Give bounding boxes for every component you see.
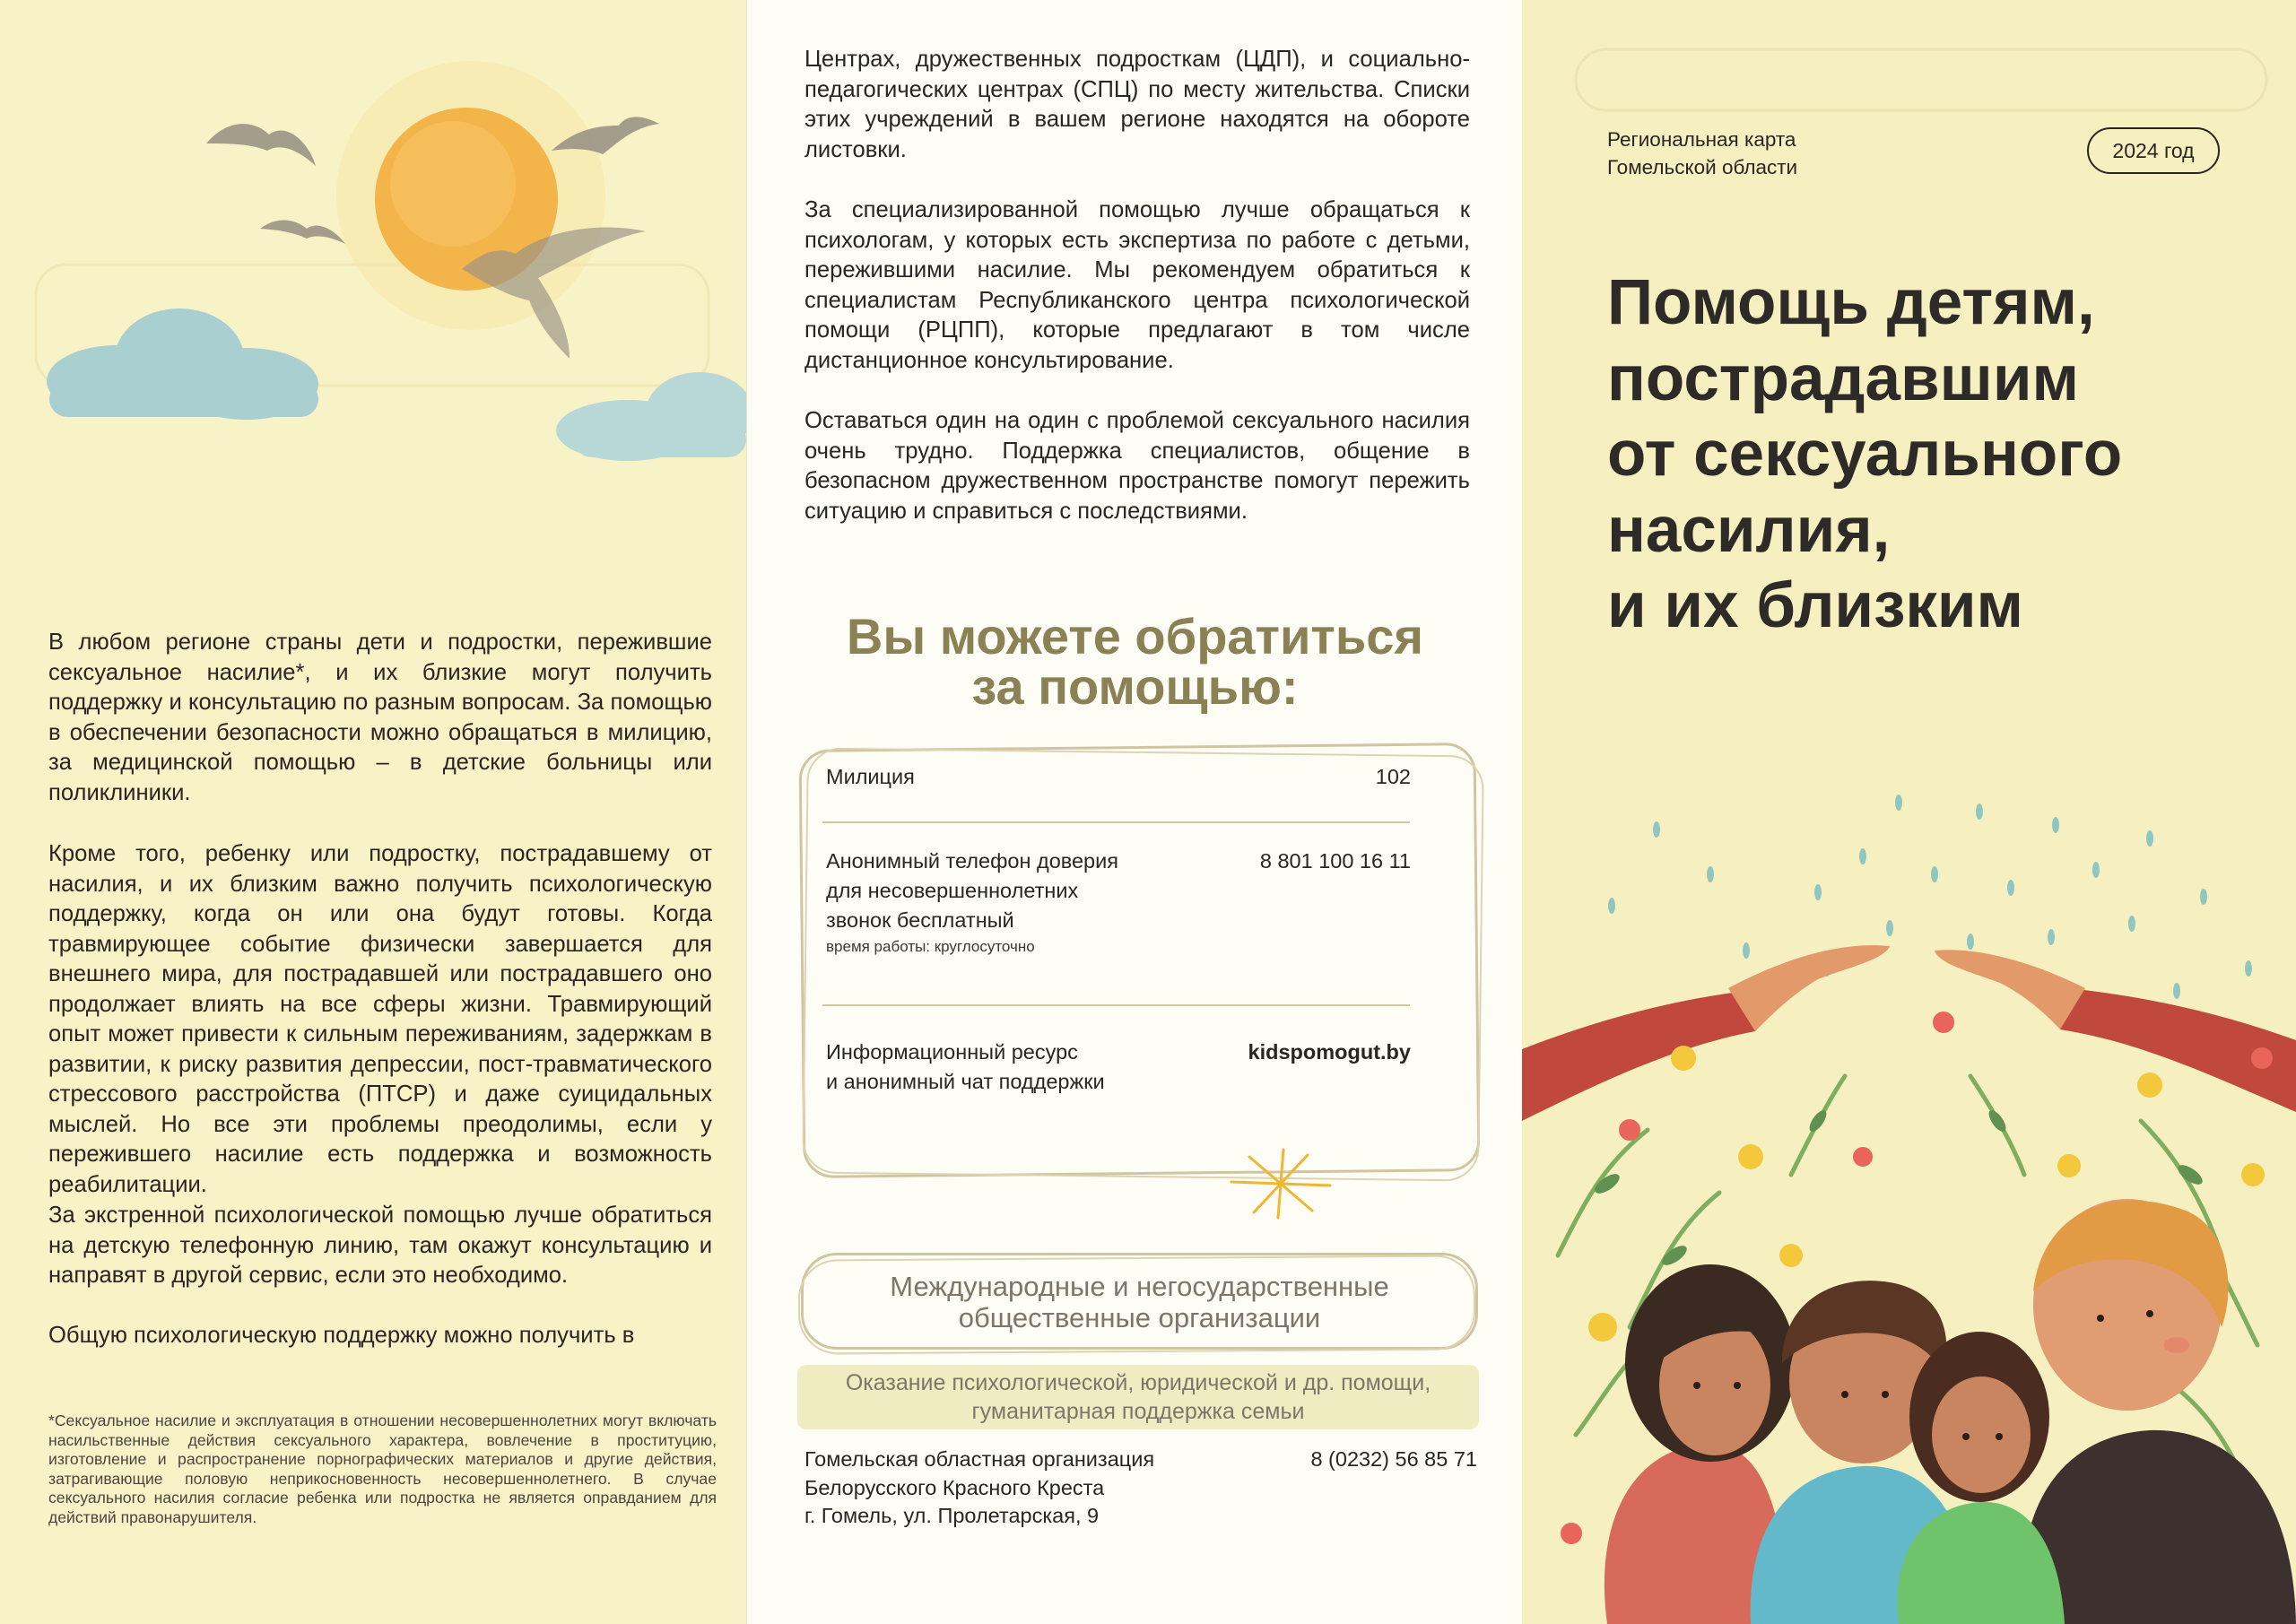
- region-label-line2: Гомельской области: [1607, 156, 1798, 178]
- org-section-title-line2: общественные организации: [958, 1302, 1321, 1333]
- org-section-box: [801, 1253, 1478, 1350]
- right-hand-icon: [1935, 950, 2085, 1029]
- title-line: от сексуального: [1607, 419, 2123, 490]
- region-label-line1: Региональная карта: [1607, 128, 1796, 151]
- org-name-line2: Белорусского Красного Креста: [804, 1475, 1105, 1499]
- family-illustration: [1522, 789, 2296, 1624]
- left-panel: [0, 0, 746, 1624]
- contact-name-line1: Анонимный телефон доверия: [826, 849, 1118, 873]
- org-section-title: [801, 1271, 1478, 1333]
- title-line: насилия,: [1607, 494, 1891, 566]
- girl-figure: [1897, 1332, 2065, 1624]
- left-arm-sleeve: [1522, 991, 1755, 1121]
- help-heading: [747, 608, 1523, 715]
- divider: [822, 821, 1410, 823]
- page-title: [1607, 265, 2271, 645]
- father-figure: [2022, 1199, 2296, 1624]
- year-badge: 2024 год: [2087, 127, 2220, 174]
- contact-name-line2: для несовершеннолетних: [826, 879, 1079, 902]
- region-label: [1607, 126, 1797, 181]
- contact-phone: 102: [1375, 765, 1411, 788]
- cloud-left-icon: [47, 308, 318, 420]
- org-entry-red-cross: [804, 1446, 1477, 1531]
- services-line2: гуманитарная поддержка семьи: [971, 1399, 1305, 1424]
- box-frame-sketch: [802, 747, 1484, 1181]
- contact-name-line2: и анонимный чат поддержки: [826, 1070, 1105, 1093]
- org-section-title-line1: Международные и негосударственные: [890, 1271, 1389, 1302]
- org-name-line1: Гомельская областная организация: [804, 1447, 1155, 1471]
- emergency-help-paragraph: За экстренной психологической помощью лучше обратиться на детскую телефонную линию, там окажут консультацию и направят в другой сервис, если это необходимо.: [48, 1203, 712, 1288]
- title-line: и их близким: [1607, 570, 2024, 641]
- contact-hours: время работы: круглосуточно: [826, 938, 1035, 955]
- title-line: пострадавшим: [1607, 343, 2079, 414]
- centers-paragraph: Центрах, дружественных подросткам (ЦДП), и социально-педагогических центрах (СПЦ) по месту жительства. Списки этих учреждений в вашем регионе находятся на обороте листовки.: [804, 47, 1470, 162]
- services-text: [797, 1368, 1479, 1426]
- specialized-help-paragraph: За специализированной помощью лучше обращаться к психологам, у которых есть экспертиза по работе с детьми, пережившими насилие. Мы рекомендуем обратиться к специалистам Республиканского центра психологической помощи (РЦПП), которые предлагают в том числе дистанционное консультирование.: [804, 197, 1470, 373]
- services-band: [797, 1365, 1479, 1429]
- contact-name: Милиция: [826, 765, 915, 788]
- divider: [822, 1004, 1410, 1006]
- title-line: Помощь детям,: [1607, 267, 2095, 338]
- middle-panel: [746, 0, 1524, 1624]
- help-heading-line2: за помощью:: [971, 658, 1299, 715]
- support-paragraph: Оставаться один на один с проблемой сексуального насилия очень трудно. Поддержка специалистов, общение в безопасном дружественном пространстве помогут пережить ситуацию и справиться с последствиями.: [804, 408, 1470, 524]
- contact-name: [826, 847, 1118, 959]
- contact-name: [826, 1038, 1105, 1097]
- asterisk-doodle-icon: [1222, 1148, 1339, 1220]
- intro-paragraph: В любом регионе страны дети и подростки, пережившие сексуальное насилие*, и их близкие могут получить поддержку и консультацию по разным вопросам. За помощью в обеспечении безопасности можно обращаться в милицию, за медицинской помощью – в детские больницы или поликлиники.: [48, 630, 712, 805]
- rain-icon: [1608, 795, 2252, 999]
- contact-phone: 8 801 100 16 11: [1259, 849, 1411, 873]
- footnote: *Сексуальное насилие и эксплуатация в отношении несовершеннолетних могут включать насильственные действия сексуального характера, вовлечение в проституцию, изготовление и распространение порнографических материалов и другие действия, затрагивающие половую неприкосновенность несовершеннолетнего. В случае сексуального насилия согласие ребенка или подростка не является оправданием для действий правонарушителя.: [48, 1411, 717, 1526]
- right-panel: [1522, 0, 2296, 1624]
- psych-support-paragraph: Кроме того, ребенку или подростку, пострадавшему от насилия, и их близким важно получить психологическую поддержку, когда он или она будут готовы. Когда травмирующее событие физически завершается для внешнего мира, для пострадавшей или пострадавшего оно продолжает влиять на все сферы жизни. Травмирующий опыт может привести к сильным переживаниям, задержкам в развитии, к риску развития депрессии, пост-травматического стрессового расстройства (ПТСР) и даже суицидальных мыслей. Но все эти проблемы преодолимы, если у пережившего насилие есть поддержка и возможность реабилитации.: [48, 841, 712, 1197]
- services-line1: Оказание психологической, юридической и др. помощи,: [845, 1370, 1431, 1395]
- contact-name-line3: звонок бесплатный: [826, 908, 1014, 932]
- contacts-box: [801, 746, 1478, 1175]
- contact-website-link[interactable]: kidspomogut.by: [1248, 1040, 1411, 1064]
- org-address: г. Гомель, ул. Пролетарская, 9: [804, 1504, 1100, 1527]
- general-support-paragraph: Общую психологическую поддержку можно получить в: [48, 1323, 635, 1348]
- help-heading-line1: Вы можете обратиться: [846, 608, 1424, 664]
- left-hand-icon: [1728, 945, 1890, 1031]
- sun-birds-clouds-illustration: [0, 0, 746, 466]
- org-phone: 8 (0232) 56 85 71: [1310, 1447, 1477, 1471]
- contact-name-line1: Информационный ресурс: [826, 1040, 1078, 1064]
